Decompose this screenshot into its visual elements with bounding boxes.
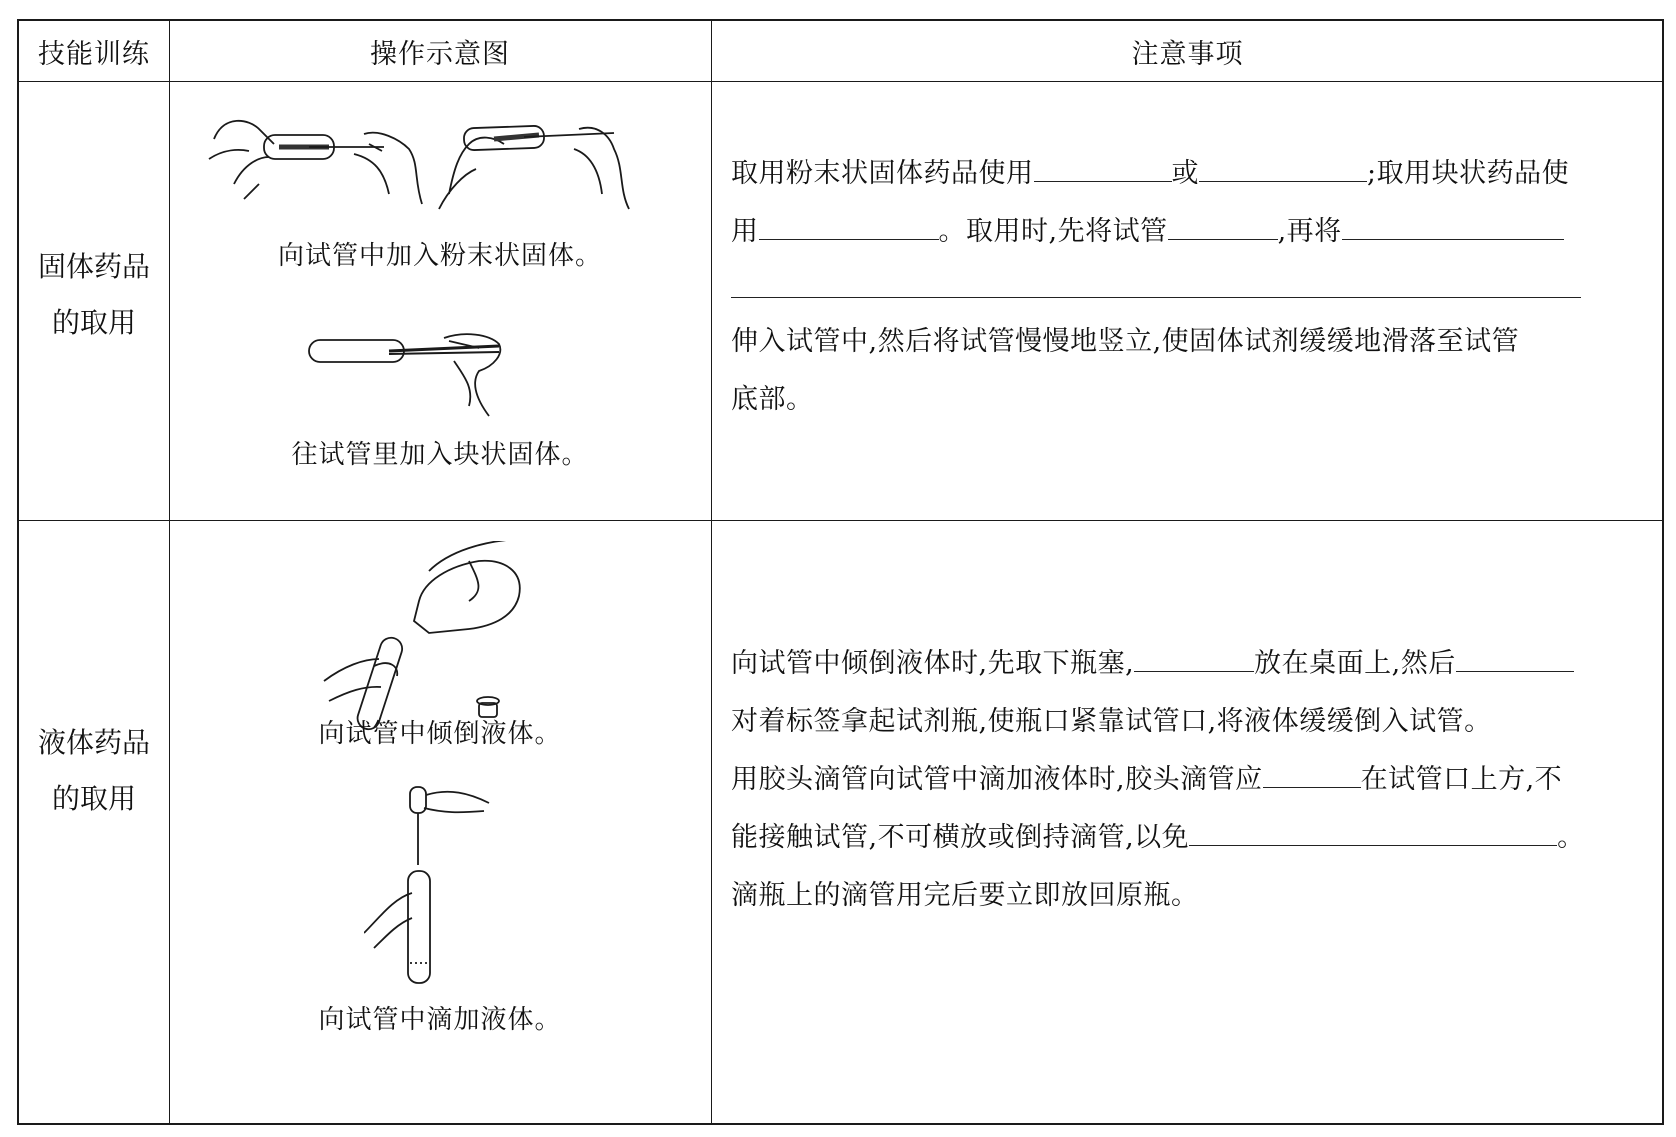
answer-blank[interactable] — [1199, 155, 1367, 182]
answer-blank-line[interactable] — [731, 297, 1581, 298]
row-divider — [19, 520, 1662, 521]
note-line: 伸入试管中,然后将试管慢慢地竖立,使固体试剂缓缓地滑落至试管 — [731, 326, 1520, 357]
hand-left-icon — [439, 138, 504, 209]
note-line: 用 。取用时,先将试管 ,再将 — [731, 209, 1564, 248]
note-line: 对着标签拿起试剂瓶,使瓶口紧靠试管口,将液体缓缓倒入试管。 — [731, 706, 1492, 737]
hand-right-icon — [574, 128, 629, 209]
answer-blank[interactable] — [1134, 645, 1254, 672]
answer-blank[interactable] — [1034, 155, 1172, 182]
caption-powder: 向试管中加入粉末状固体。 — [277, 241, 602, 271]
note-line: 取用粉末状固体药品使用 或 ;取用块状药品使 — [731, 151, 1569, 190]
dropping-illustration — [364, 783, 524, 993]
column-divider — [711, 21, 712, 1123]
answer-blank[interactable] — [1168, 213, 1278, 240]
hand-icon — [424, 792, 489, 813]
row-label-liquid — [19, 715, 169, 827]
hand-icon — [324, 659, 397, 701]
test-tube-icon — [408, 871, 430, 983]
hand-right-icon — [354, 133, 422, 204]
skills-table — [17, 19, 1664, 1125]
answer-blank[interactable] — [1456, 645, 1574, 672]
pouring-illustration — [319, 541, 559, 741]
header-skill: 技能训练 — [38, 38, 150, 70]
note-line: 向试管中倾倒液体时,先取下瓶塞, 放在桌面上,然后 — [731, 641, 1574, 680]
reagent-bottle-icon — [414, 561, 520, 633]
header-diagram: 操作示意图 — [370, 38, 510, 70]
row-divider — [19, 81, 1662, 82]
column-divider — [169, 21, 170, 1123]
note-line: 滴瓶上的滴管用完后要立即放回原瓶。 — [731, 880, 1199, 911]
powder-addition-illustration — [204, 99, 684, 224]
row-label-line: 液体药品 — [37, 726, 150, 759]
caption-lump: 往试管里加入块状固体。 — [291, 440, 589, 470]
note-line: 能接触试管,不可横放或倒持滴管,以免 。 — [731, 815, 1585, 854]
caption-pouring: 向试管中倾倒液体。 — [318, 719, 562, 749]
lump-addition-illustration — [304, 326, 554, 431]
answer-blank[interactable] — [1189, 819, 1557, 846]
hand-left-icon — [209, 121, 274, 199]
row-label-solid — [19, 239, 169, 351]
row-label-line: 的取用 — [51, 782, 136, 815]
dropper-bulb-icon — [410, 787, 426, 813]
answer-blank[interactable] — [759, 213, 939, 240]
hand-icon — [364, 893, 412, 948]
tweezers-icon — [389, 346, 499, 351]
row-label-line: 的取用 — [51, 306, 136, 339]
note-line: 底部。 — [731, 384, 814, 415]
row-label-line: 固体药品 — [37, 250, 150, 283]
caption-dropping: 向试管中滴加液体。 — [318, 1005, 562, 1035]
answer-blank[interactable] — [1342, 213, 1564, 240]
note-line: 用胶头滴管向试管中滴加液体时,胶头滴管应 在试管口上方,不 — [731, 757, 1562, 796]
header-notes: 注意事项 — [1131, 38, 1244, 70]
answer-blank[interactable] — [1263, 761, 1361, 788]
